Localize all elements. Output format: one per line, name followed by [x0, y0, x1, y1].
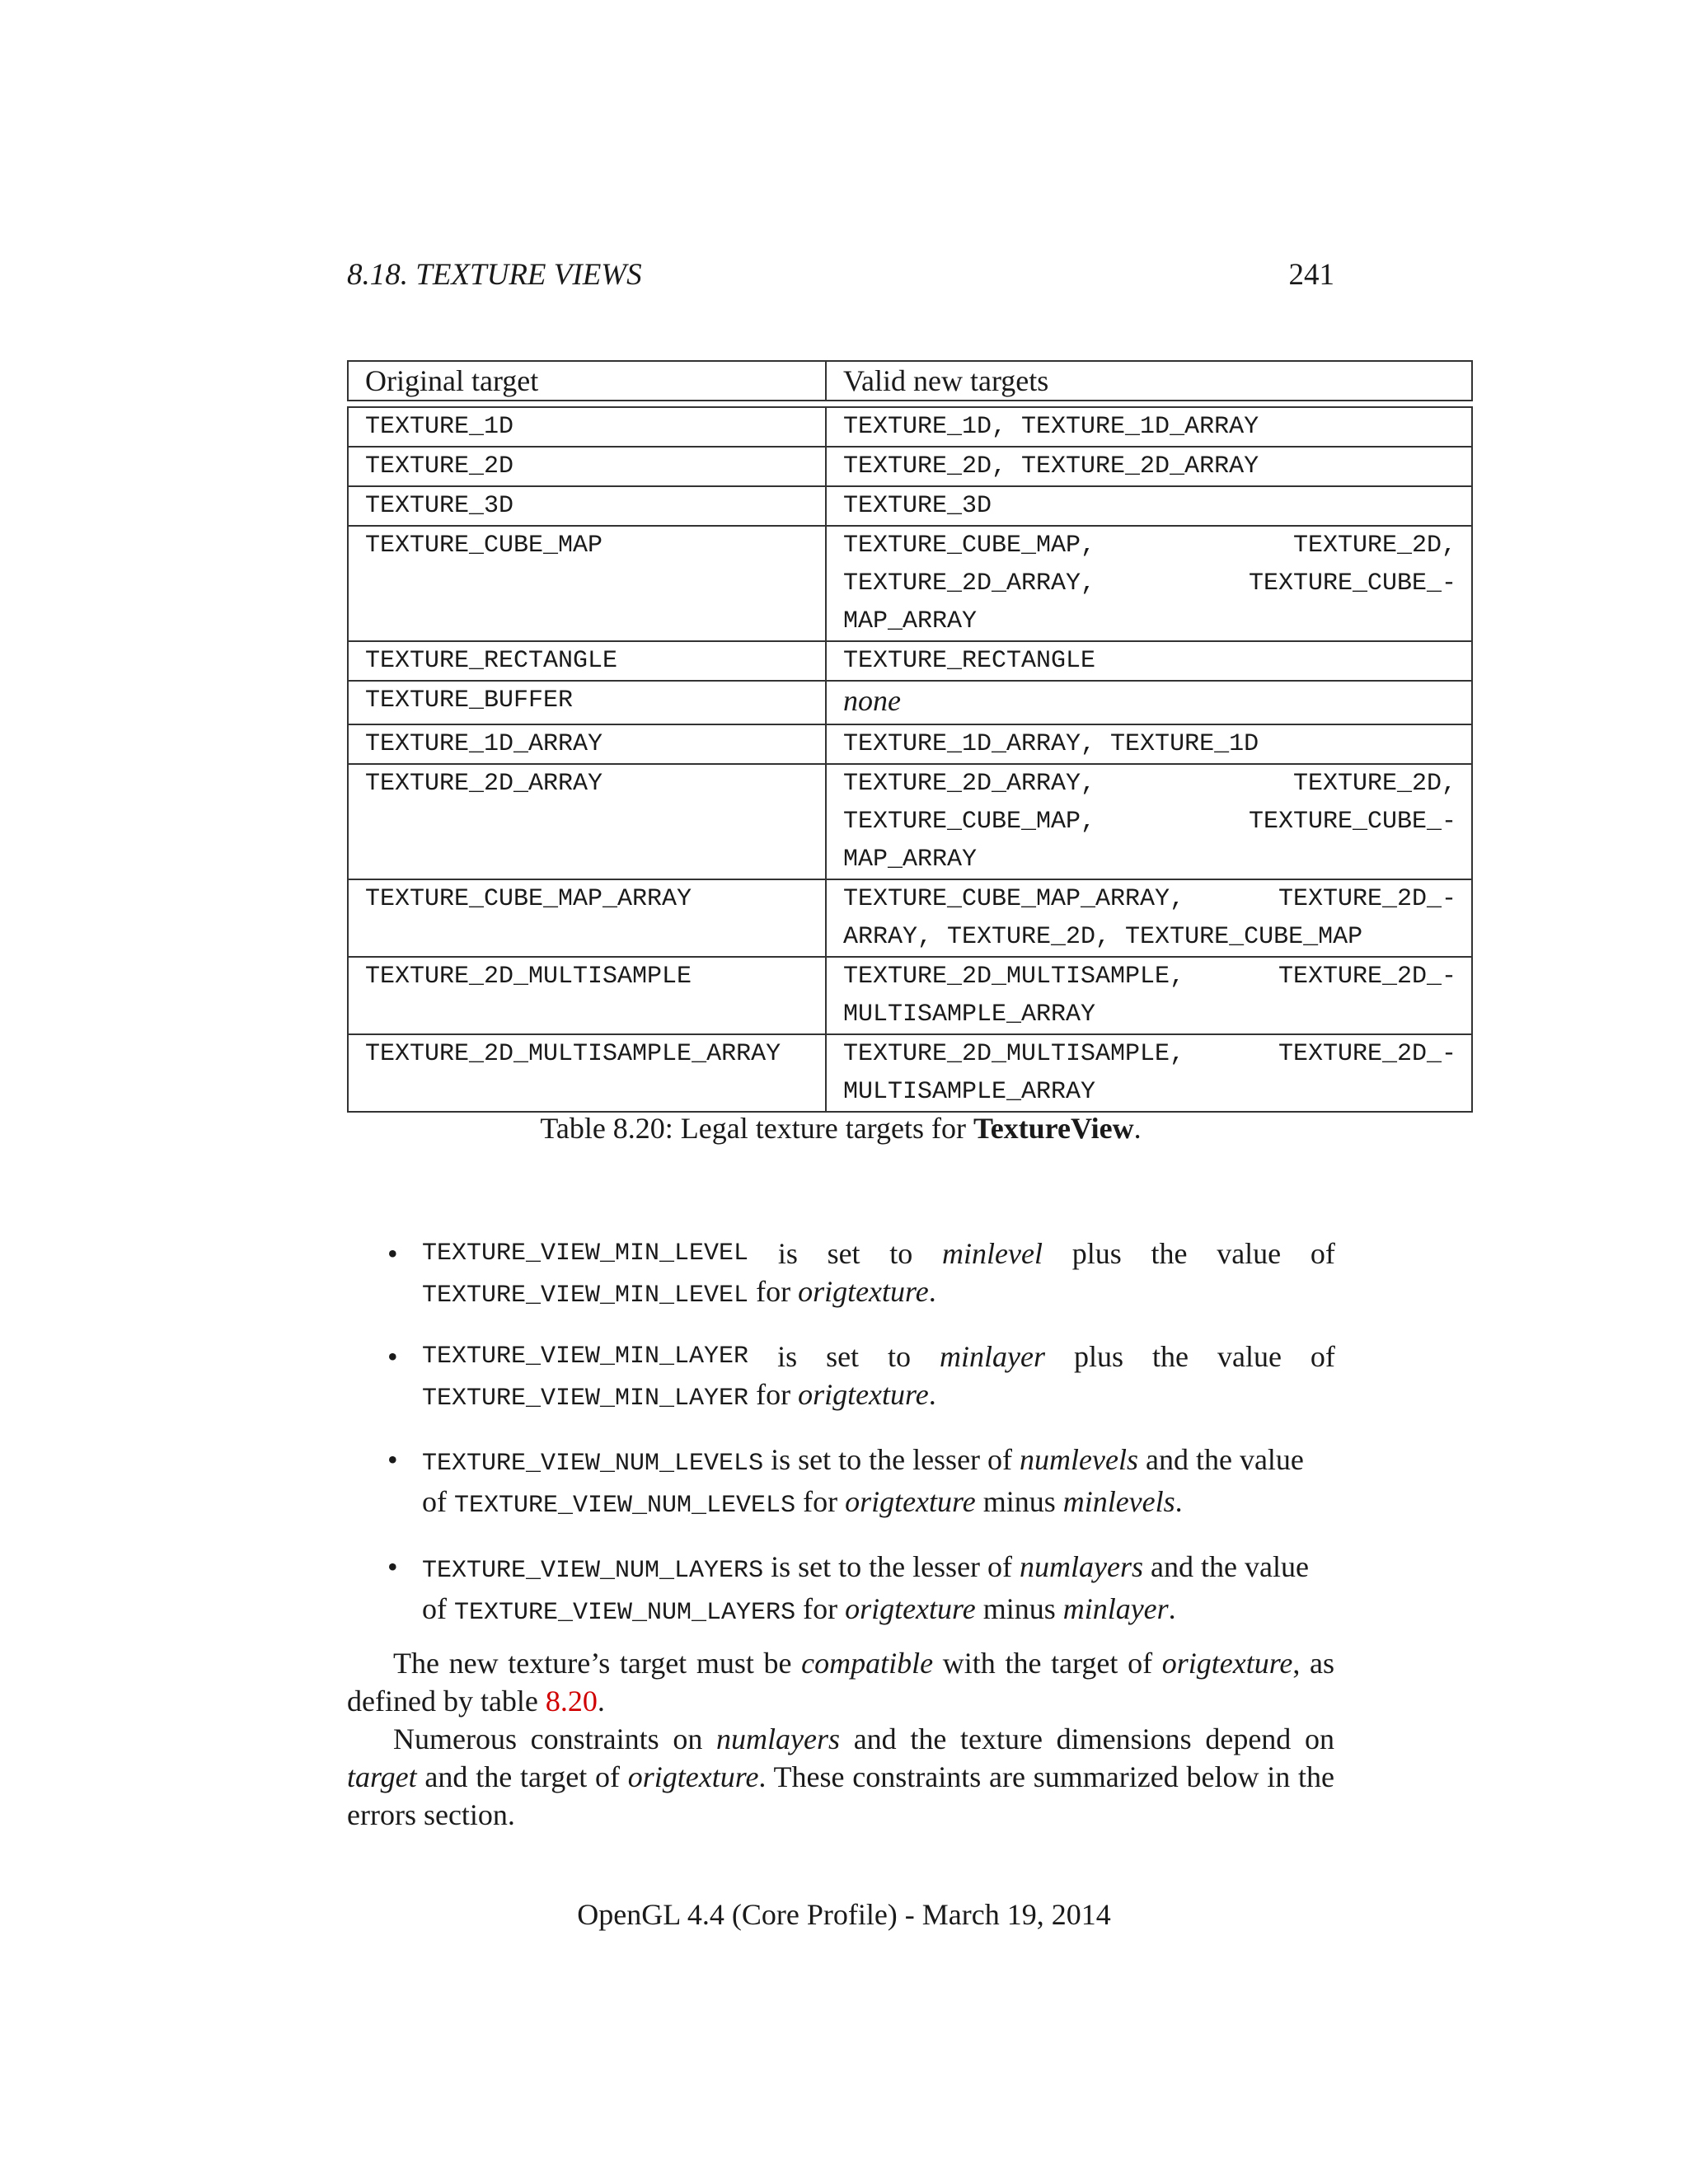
cell-original: TEXTURE_2D_MULTISAMPLE [348, 957, 826, 1034]
list-item [387, 1441, 1335, 1525]
code-term: TEXTURE_VIEW_NUM_LAYERS [422, 1557, 764, 1585]
paragraph [347, 1644, 1334, 1720]
text: . [928, 1275, 936, 1308]
param-term: minlayer [1062, 1592, 1169, 1625]
cell-original: TEXTURE_BUFFER [348, 681, 826, 724]
word: to [888, 1340, 912, 1373]
text: and the value [1137, 1443, 1304, 1476]
param-term: target [347, 1760, 417, 1793]
bullet-icon: • [387, 1340, 398, 1373]
cell-original: TEXTURE_CUBE_MAP_ARRAY [348, 879, 826, 957]
text: . [928, 1378, 936, 1411]
caption-function-name: TextureView [973, 1112, 1134, 1145]
header-valid-new-targets: Valid new targets [826, 361, 1472, 401]
valid-part: TEXTURE_CUBE_MAP, [843, 808, 1096, 836]
table-row [348, 486, 1472, 526]
word: value [1217, 1237, 1282, 1270]
list-item [387, 1548, 1335, 1632]
valid-part: MULTISAMPLE_ARRAY [843, 1078, 1096, 1106]
word: of [1310, 1340, 1335, 1373]
cell-original: TEXTURE_CUBE_MAP [348, 526, 826, 641]
text: is set to the lesser of [763, 1550, 1020, 1583]
param-term: minlevels [1062, 1485, 1175, 1518]
running-header [347, 257, 1334, 298]
cell-valid: TEXTURE_1D, TEXTURE_1D_ARRAY [826, 407, 1472, 447]
valid-part: TEXTURE_CUBE_- [1248, 569, 1456, 598]
header-gap [348, 401, 1472, 407]
word: is [777, 1340, 798, 1373]
table-row [348, 681, 1472, 724]
word: of [1310, 1237, 1335, 1270]
table-row [348, 641, 1472, 681]
table-row [348, 1034, 1472, 1112]
list-item [387, 1338, 1335, 1418]
cell-valid [826, 526, 1472, 641]
page-footer: OpenGL 4.4 (Core Profile) - March 19, 2014 [577, 1898, 1111, 1931]
param-term: origtexture [798, 1275, 929, 1308]
param-term: numlayers [716, 1722, 840, 1755]
body-text [347, 1644, 1334, 1834]
param-term: numlayers [1020, 1550, 1144, 1583]
valid-part: TEXTURE_2D_- [1278, 963, 1456, 991]
table-row [348, 526, 1472, 641]
cell-original: TEXTURE_RECTANGLE [348, 641, 826, 681]
param-term: origtexture [845, 1485, 976, 1518]
valid-part: TEXTURE_2D_MULTISAMPLE, [843, 1040, 1185, 1068]
cell-original: TEXTURE_2D [348, 447, 826, 486]
valid-part: TEXTURE_2D_- [1278, 885, 1456, 913]
cell-original: TEXTURE_3D [348, 486, 826, 526]
text: with the target of [933, 1647, 1162, 1680]
cell-valid [826, 1034, 1472, 1112]
text: , as defined by table [347, 1647, 1334, 1718]
table-header-row [348, 361, 1472, 401]
word: plus [1071, 1237, 1122, 1270]
valid-part: TEXTURE_2D_MULTISAMPLE, [843, 963, 1185, 991]
cell-original: TEXTURE_2D_ARRAY [348, 764, 826, 879]
page-number: 241 [1288, 258, 1334, 292]
param-term: origtexture [798, 1378, 929, 1411]
text: minus [975, 1485, 1063, 1518]
section-title: 8.18. TEXTURE VIEWS [347, 258, 642, 292]
valid-part: ARRAY, TEXTURE_2D, TEXTURE_CUBE_MAP [843, 923, 1363, 951]
table-row [348, 407, 1472, 447]
text: and the value [1143, 1550, 1309, 1583]
valid-part: MAP_ARRAY [843, 607, 978, 635]
cell-valid [826, 879, 1472, 957]
cell-valid: TEXTURE_2D, TEXTURE_2D_ARRAY [826, 447, 1472, 486]
word: set [826, 1340, 860, 1373]
param-term: numlevels [1020, 1443, 1138, 1476]
text: for [748, 1275, 799, 1308]
valid-part: TEXTURE_2D, [1292, 532, 1456, 560]
cell-original: TEXTURE_1D [348, 407, 826, 447]
text: and the texture dimensions depend on [840, 1722, 1334, 1755]
word: the [1151, 1237, 1188, 1270]
text: for [748, 1378, 799, 1411]
bullet-list [387, 1235, 1335, 1655]
cell-valid [826, 681, 1472, 724]
code-term: TEXTURE_VIEW_NUM_LEVELS [422, 1450, 764, 1478]
text: . [597, 1685, 605, 1718]
header-original-target: Original target [348, 361, 826, 401]
cell-valid: TEXTURE_RECTANGLE [826, 641, 1472, 681]
valid-part: TEXTURE_2D_ARRAY, [843, 569, 1096, 598]
word: is [777, 1237, 798, 1270]
table-row [348, 724, 1472, 764]
word: to [889, 1237, 913, 1270]
caption-prefix: Table 8.20: Legal texture targets for [540, 1112, 973, 1145]
emphasis: compatible [801, 1647, 934, 1680]
code-term: TEXTURE_VIEW_NUM_LAYERS [454, 1599, 796, 1627]
text: minus [975, 1592, 1063, 1625]
text: for [795, 1592, 846, 1625]
cell-valid [826, 764, 1472, 879]
bullet-icon: • [387, 1237, 398, 1270]
table-row [348, 764, 1472, 879]
none-text: none [843, 684, 901, 717]
cell-valid [826, 957, 1472, 1034]
text: . These constraints are summarized below in the errors section. [347, 1760, 1334, 1831]
text: is set to the lesser of [763, 1443, 1020, 1476]
word: plus [1074, 1340, 1124, 1373]
valid-part: TEXTURE_CUBE_MAP, [843, 532, 1096, 560]
list-item [387, 1235, 1335, 1315]
cell-original: TEXTURE_1D_ARRAY [348, 724, 826, 764]
word: value [1217, 1340, 1282, 1373]
table-reference-link[interactable]: 8.20 [545, 1685, 598, 1718]
valid-part: TEXTURE_2D, [1292, 770, 1456, 798]
code-term: TEXTURE_VIEW_MIN_LEVEL [422, 1282, 749, 1310]
code-term: TEXTURE_VIEW_MIN_LEVEL [422, 1240, 749, 1268]
word: set [827, 1237, 860, 1270]
code-term: TEXTURE_VIEW_MIN_LAYER [422, 1385, 749, 1413]
valid-part: TEXTURE_2D_- [1278, 1040, 1456, 1068]
table-row [348, 447, 1472, 486]
text: of [422, 1592, 454, 1625]
text: of [422, 1485, 454, 1518]
table-caption [0, 1111, 1688, 1146]
cell-valid: TEXTURE_3D [826, 486, 1472, 526]
table-row [348, 957, 1472, 1034]
text: . [1175, 1485, 1183, 1518]
text: and the target of [416, 1760, 628, 1793]
text: Numerous constraints on [393, 1722, 717, 1755]
code-term: TEXTURE_VIEW_NUM_LEVELS [454, 1492, 796, 1520]
valid-part: MULTISAMPLE_ARRAY [843, 1001, 1096, 1029]
table-row [348, 879, 1472, 957]
param-term: origtexture [1161, 1647, 1293, 1680]
text: . [1168, 1592, 1176, 1625]
texture-targets-table [347, 360, 1473, 1113]
caption-suffix: . [1133, 1112, 1142, 1145]
valid-part: TEXTURE_CUBE_- [1248, 808, 1456, 836]
param-term: origtexture [845, 1592, 976, 1625]
paragraph [347, 1720, 1334, 1834]
text: for [795, 1485, 846, 1518]
valid-part: TEXTURE_2D_ARRAY, [843, 770, 1096, 798]
word: the [1152, 1340, 1189, 1373]
valid-part: MAP_ARRAY [843, 846, 978, 874]
bullet-icon: • [387, 1550, 398, 1583]
bullet-icon: • [387, 1443, 398, 1476]
cell-valid: TEXTURE_1D_ARRAY, TEXTURE_1D [826, 724, 1472, 764]
param-term: minlevel [942, 1237, 1043, 1270]
valid-part: TEXTURE_CUBE_MAP_ARRAY, [843, 885, 1185, 913]
text: The new texture’s target must be [393, 1647, 802, 1680]
code-term: TEXTURE_VIEW_MIN_LAYER [422, 1343, 749, 1371]
cell-original: TEXTURE_2D_MULTISAMPLE_ARRAY [348, 1034, 826, 1112]
param-term: minlayer [940, 1340, 1046, 1373]
param-term: origtexture [627, 1760, 759, 1793]
